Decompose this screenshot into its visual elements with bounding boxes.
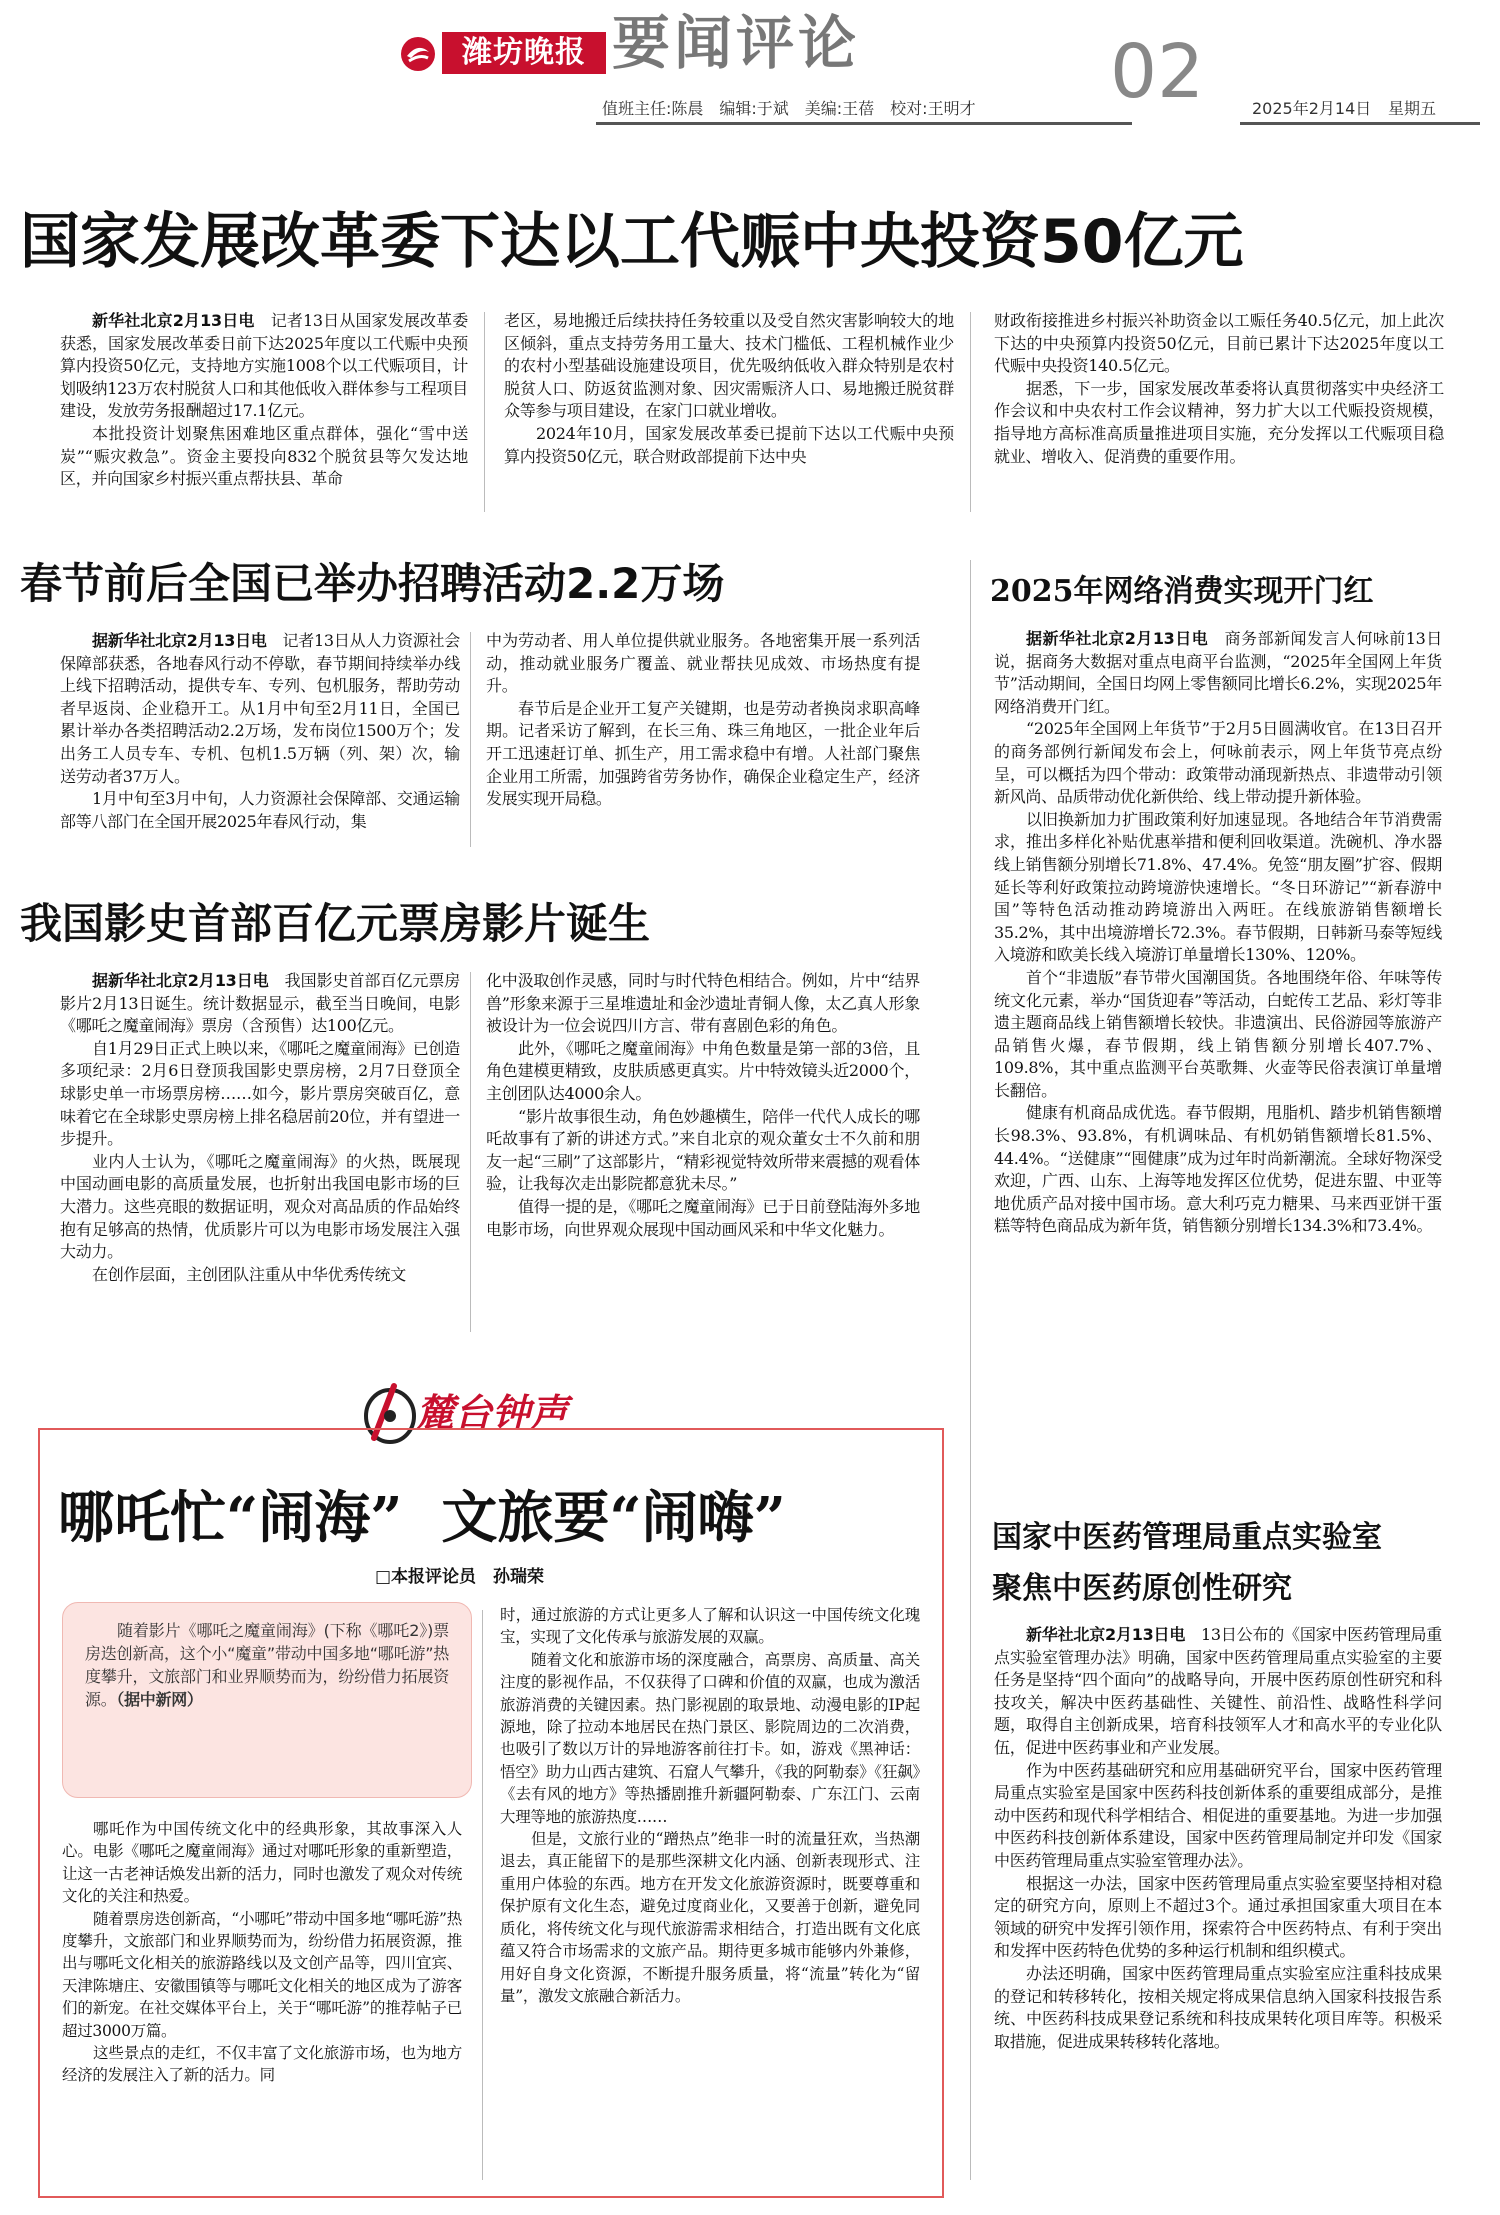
article2-headline: 春节前后全国已举办招聘活动2.2万场 <box>20 559 725 608</box>
article1-paragraph: 本批投资计划聚焦困难地区重点群体，强化“雪中送炭”“赈灾救急”。资金主要投向832个脱贫县等欠发达地区，并向国家乡村振兴重点帮扶县、革命 <box>60 423 468 489</box>
article4-paragraph: 商务部新闻发言人何咏前13日说，据商务大数据对重点电商平台监测，“2025年全国网上年货节”活动期间，全国日均网上零售额同比增长6.2%，实现2025年网络消费开门红。 <box>994 629 1442 716</box>
article3-headline: 我国影史首部百亿元票房影片诞生 <box>20 899 651 948</box>
column-divider <box>470 632 471 847</box>
article3-paragraph: 我国影史首部百亿元票房影片2月13日诞生。统计数据显示，截至当日晚间，电影《哪吒之魔童闹海》票房（含预售）达100亿元。 <box>60 971 461 1036</box>
commentary-column-name: 麓台钟声 <box>416 1391 569 1435</box>
article4-paragraph: 健康有机商品成优选。春节假期，甩脂机、踏步机销售额增长98.3%、93.8%，有机调味品、有机奶销售额增长81.5%、44.4%。“送健康”“囤健康”成为过年时尚新潮流。全球好物深受欢迎，广西、山东、上海等地发挥区位优势，促进东盟、中亚等地优质产品对接中国市场。意大利巧克力糖果、马来西亚饼干蛋糕等特色商品成为新年货，销售额分别增长134.3%和73.4%。 <box>994 1103 1442 1236</box>
article1-paragraph: 据悉，下一步，国家发展改革委将认真贯彻落实中央经济工作会议和中央农村工作会议精神，努力扩大以工代赈投资规模，指导地方高标准高质量推进项目实施，充分发挥以工代赈项目稳就业、增收入、促消费的重要作用。 <box>994 378 1444 466</box>
paper-logo <box>398 30 608 76</box>
article1-paragraph: 财政衔接推进乡村振兴补助资金以工赈任务40.5亿元，加上此次下达的中央预算内投资50亿元，目前已累计下达2025年度以工代赈中央投资140.5亿元。 <box>994 311 1444 376</box>
article2-paragraph: 记者13日从人力资源社会保障部获悉，各地春风行动不停歇，春节期间持续举办线上线下招聘活动，提供专车、专列、包机服务，帮助劳动者早返岗、企业稳开工。从1月中旬至2月11日，全国已累计举办各类招聘活动2.2万场，发布岗位1500万个；发出务工人员专车、专机、包机1.5万辆（列、架）次，输送劳动者37万人。 <box>60 631 460 786</box>
article4-paragraph: 以旧换新加力扩围政策利好加速显现。各地结合年节消费需求，推出多样化补贴优惠举措和便利回收渠道。洗碗机、净水器线上销售额分别增长71.8%、47.4%。免签“朋友圈”扩容、假期延长等利好政策拉动跨境游快速增长。“冬日环游记”“新春游中国”等特色活动推动跨境游出入两旺。在线旅游销售额增长35.2%，其中出境游增长72.3%。春节假期，日韩新马泰等短线入境游和欧美长线入境游订单量增长130%、120%。 <box>994 809 1442 965</box>
article3-col1 <box>60 970 460 1286</box>
credits: 值班主任:陈晨 编辑:于斌 美编:王蓓 校对:王明才 <box>602 99 976 118</box>
article5-headline-line2: 聚焦中医药原创性研究 <box>992 1571 1292 1606</box>
commentary-paragraph: 哪吒作为中国传统文化中的经典形象，其故事深入人心。电影《哪吒之魔童闹海》通过对哪吒形象的重新塑造，让这一古老神话焕发出新的活力，同时也激发了观众对传统文化的关注和热爱。 <box>62 1820 462 1906</box>
article2-dateline: 据新华社北京2月13日电 <box>92 631 267 650</box>
column-divider <box>482 1610 483 2180</box>
commentary-paragraph: 但是，文旅行业的“蹭热点”绝非一时的流量狂欢，当热潮退去，真正能留下的是那些深耕文化内涵、创新表现形式、注重用户体验的东西。地方在开发文化旅游资源时，既要尊重和保护原有文化生态，避免过度商业化，又要善于创新，避免同质化，将传统文化与现代旅游需求相结合，打造出既有文化底蕴又符合市场需求的文旅产品。期待更多城市能够内外兼修，用好自身文化资源，不断提升服务质量，将“流量”转化为“留量”，激发文旅融合新活力。 <box>500 1830 920 2005</box>
article5-body <box>994 1624 1442 2053</box>
article3-col2 <box>486 970 920 1241</box>
article3-paragraph: 业内人士认为，《哪吒之魔童闹海》的火热，既展现中国动画电影的高质量发展，也折射出我国电影市场的巨大潜力。这些亮眼的数据证明，观众对高品质的作品始终抱有足够高的热情，优质影片可以为电影市场发展注入强大动力。 <box>60 1151 460 1262</box>
article3-paragraph: 此外，《哪吒之魔童闹海》中角色数量是第一部的3倍，且角色建模更精致，皮肤质感更真实。片中特效镜头近2000个，主创团队达4000余人。 <box>486 1038 920 1103</box>
commentary-col2 <box>500 1604 920 2007</box>
article2-paragraph: 1月中旬至3月中旬，人力资源社会保障部、交通运输部等八部门在全国开展2025年春风行动，集 <box>60 789 460 831</box>
article3-paragraph: 在创作层面，主创团队注重从中华优秀传统文 <box>92 1264 407 1284</box>
article5-paragraph: 13日公布的《国家中医药管理局重点实验室管理办法》明确，国家中医药管理局重点实验室的主要任务是坚持“四个面向”的战略导向，开展中医药原创性研究和科技攻关，解决中医药基础性、关键性、前沿性、战略性科学问题，取得自主创新成果，培育科技领军人才和高水平的专业化队伍，促进中医药事业和产业发展。 <box>994 1625 1442 1757</box>
column-divider <box>484 312 485 512</box>
column-divider <box>970 560 971 2180</box>
masthead-rule-right <box>1240 122 1480 125</box>
article1-headline: 国家发展改革委下达以工代赈中央投资50亿元 <box>20 207 1244 277</box>
paper-logo-icon <box>398 34 438 74</box>
article1-dateline: 新华社北京2月13日电 <box>92 311 255 330</box>
section-title: 要闻评论 <box>612 9 861 77</box>
commentary-col1 <box>62 1818 462 2087</box>
article5-paragraph: 作为中医药基础研究和应用基础研究平台，国家中医药管理局重点实验室是国家中医药科技创新体系的重要组成部分，是推动中医药和现代科学相结合、相促进的重要基地。为进一步加强中医药科技创新体系建设，国家中医药管理局制定并印发《国家中医药管理局重点实验室管理办法》。 <box>994 1760 1442 1870</box>
commentary-paragraph: 随着票房迭创新高，“小哪吒”带动中国多地“哪吒游”热度攀升，文旅部门和业界顺势而为，纷纷借力拓展资源，推出与哪吒文化相关的旅游路线以及文创产品等，四川宜宾、天津陈塘庄、安徽围镇等与哪吒文化相关的地区成为了游客们的新宠。在社交媒体平台上，关于“哪吒游”的推荐帖子已超过3000万篇。 <box>62 1909 462 2040</box>
article2-col2 <box>486 630 920 811</box>
page-number: 02 <box>1110 29 1205 115</box>
article1-paragraph: 老区，易地搬迁后续扶持任务较重以及受自然灾害影响较大的地区倾斜，重点支持劳务用工量大、技术门槛低、工程机械作业少的农村小型基础设施建设项目，优先吸纳低收入群众特别是农村脱贫人口、防返贫监测对象、因灾需赈济人口、易地搬迁脱贫群众等参与项目建设，在家门口就业增收。 <box>504 311 954 421</box>
article2-paragraph: 春节后是企业开工复产关键期，也是劳动者换岗求职高峰期。记者采访了解到，在长三角、珠三角地区，一批企业年后开工迅速赶订单、抓生产，用工需求稳中有增。人社部门聚焦企业用工所需，加强跨省劳务协作，确保企业稳定生产，经济发展实现开局稳。 <box>486 698 920 809</box>
issue-date: 2025年2月14日 <box>1252 99 1372 118</box>
article1-col3 <box>994 310 1444 468</box>
article4-headline: 2025年网络消费实现开门红 <box>990 574 1374 609</box>
article1-col1 <box>60 310 468 491</box>
article3-paragraph: 值得一提的是，《哪吒之魔童闹海》已于日前登陆海外多地电影市场，向世界观众展现中国动画风采和中华文化魅力。 <box>486 1196 920 1239</box>
commentary-summary-box <box>62 1602 472 1798</box>
masthead <box>0 0 1500 135</box>
article1-paragraph: 记者13日从国家发展改革委获悉，国家发展改革委日前下达2025年度以工代赈中央预算内投资50亿元，支持地方实施1008个以工代赈项目，计划吸纳123万农村脱贫人口和其他低收入群体参与工程项目建设，发放劳务报酬超过17.1亿元。 <box>60 311 469 421</box>
article3-paragraph: 化中汲取创作灵感，同时与时代特色相结合。例如，片中“结界兽”形象来源于三星堆遗址和金沙遗址青铜人像，太乙真人形象被设计为一位会说四川方言、带有喜剧色彩的角色。 <box>486 971 920 1036</box>
article4-paragraph: “2025年全国网上年货节”于2月5日圆满收官。在13日召开的商务部例行新闻发布会上，何咏前表示，网上年货节亮点纷呈，可以概括为四个带动：政策带动涌现新热点、非遗带动引领新风尚、品质带动优化新供给、线上带动提升新体验。 <box>994 719 1442 807</box>
article1-col2 <box>504 310 954 468</box>
article4-paragraph: 首个“非遗版”春节带火国潮国货。各地围绕年俗、年味等传统文化元素，举办“国货迎春”等活动，白蛇传工艺品、彩灯等非遗主题商品线上销售额增长较快。非遗演出、民俗游园等旅游产品销售火爆，春节假期，线上销售额分别增长407.7%、109.8%，其中重点监测平台英歌舞、火壶等民俗表演订单量增长翻倍。 <box>994 967 1442 1100</box>
article3-paragraph: 自1月29日正式上映以来，《哪吒之魔童闹海》已创造多项纪录：2月6日登顶我国影史票房榜，2月7日登顶全球影史单一市场票房榜……如今，影片票房突破百亿，意味着它在全球影史票房榜上排名稳居前20位，并有望进一步提升。 <box>60 1038 460 1149</box>
column-divider <box>970 312 971 512</box>
article3-dateline: 据新华社北京2月13日电 <box>92 971 269 990</box>
article3-paragraph: “影片故事很生动，角色妙趣横生，陪伴一代代人成长的哪吒故事有了新的讲述方式。”来自北京的观众董女士不久前和朋友一起“三刷”了这部影片，“精彩视觉特效所带来震撼的观看体验，让我每次走出影院都意犹未尽。” <box>486 1106 920 1194</box>
commentary-summary: 随着影片《哪吒之魔童闹海》(下称《哪吒2》)票房迭创新高，这个小“魔童”带动中国多地“哪吒游”热度攀升，文旅部门和业界顺势而为，纷纷借力拓展资源。 <box>85 1621 449 1709</box>
article5-headline-line1: 国家中医药管理局重点实验室 <box>992 1520 1382 1555</box>
commentary-paragraph: 随着文化和旅游市场的深度融合，高票房、高质量、高关注度的影视作品，不仅获得了口碑和价值的双赢，也成为激活旅游消费的关键因素。热门影视剧的取景地、动漫电影的IP起源地，除了拉动本地居民在热门景区、影院周边的二次消费，也吸引了数以万计的异地游客前往打卡。如，游戏《黑神话：悟空》助力山西古建筑、石窟人气攀升，《我的阿勒泰》《狂飙》《去有风的地方》等热播剧推升新疆阿勒泰、广东江门、云南大理等地的旅游热度…… <box>500 1650 920 1826</box>
commentary-headline: 哪吒忙“闹海” 文旅要“闹嗨” <box>58 1485 786 1551</box>
paper-name: 潍坊晚报 <box>442 32 606 74</box>
article5-dateline: 新华社北京2月13日电 <box>1026 1625 1186 1644</box>
commentary-paragraph: 时，通过旅游的方式让更多人了解和认识这一中国传统文化瑰宝，实现了文化传承与旅游发展的双赢。 <box>500 1606 920 1647</box>
article4-dateline: 据新华社北京2月13日电 <box>1026 629 1209 648</box>
article5-paragraph: 办法还明确，国家中医药管理局重点实验室应注重科技成果的登记和转移转化，按相关规定将成果信息纳入国家科技报告系统、中医药科技成果登记系统和科技成果转化项目库等。积极采取措施，促进成果转移转化落地。 <box>994 1963 1442 2051</box>
column-divider <box>470 972 471 1332</box>
weekday: 星期五 <box>1388 99 1437 118</box>
article2-col1 <box>60 630 460 833</box>
article5-paragraph: 根据这一办法，国家中医药管理局重点实验室要坚持相对稳定的研究方向，原则上不超过3个。通过承担国家重大项目在本领域的研究中发挥引领作用，探索符合中医药特点、有利于突出和发挥中医药特色优势的多种运行机制和组织模式。 <box>994 1873 1442 1961</box>
article4-body <box>994 628 1442 1238</box>
masthead-rule <box>596 122 1132 125</box>
commentary-byline: □本报评论员 孙瑞荣 <box>375 1567 545 1587</box>
commentary-paragraph: 这些景点的走红，不仅丰富了文化旅游市场，也为地方经济的发展注入了新的活力。同 <box>62 2044 462 2085</box>
article2-paragraph: 中为劳动者、用人单位提供就业服务。各地密集开展一系列活动，推动就业服务广覆盖、就业帮扶见成效、市场热度有提升。 <box>486 631 920 696</box>
commentary-summary-source: （据中新网） <box>116 1690 203 1709</box>
article1-paragraph: 2024年10月，国家发展改革委已提前下达以工代赈中央预算内投资50亿元，联合财政部提前下达中央 <box>504 423 954 466</box>
